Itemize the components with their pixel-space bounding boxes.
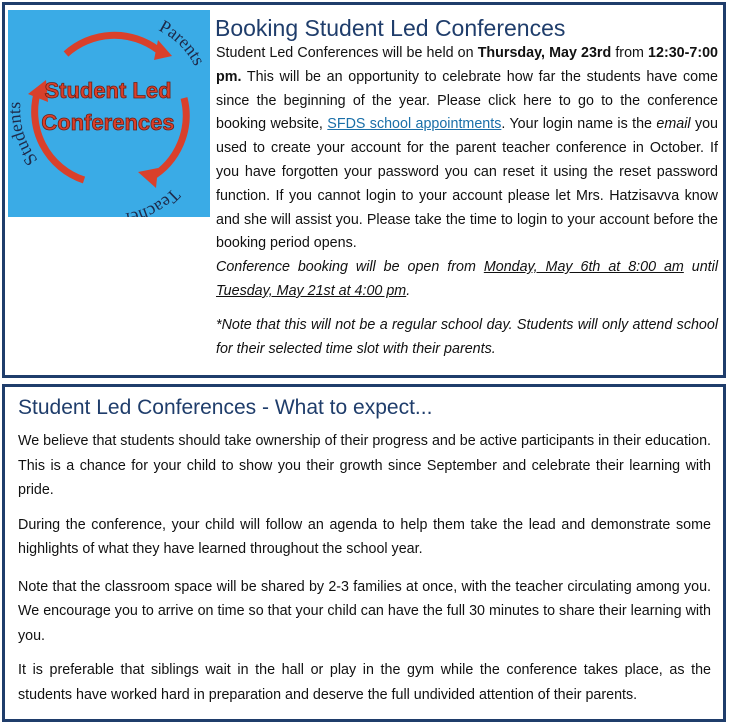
what-to-expect-panel [2,384,726,722]
text: you used to create your account for the parent teacher conference in October. If you have forgotten your password you can reset it using the reset password function. If you cannot login to your account please let Mrs. Hatzisavva know and she will assist you. Please take the time to login to your account before the booking period opens. [216,116,718,252]
expect-paragraph: During the conference, your child will follow an agenda to help them take the lead and demonstrate some highlights of what they have learned throughout the school year. [18,516,711,557]
text: Student Led Conferences will be held on [216,45,478,61]
sfds-appointments-link[interactable]: SFDS school appointments [327,116,502,133]
text: Conference booking will be open from [216,259,484,276]
text: from [611,45,649,61]
booking-title: Booking Student Led Conferences [215,15,566,41]
date-bold: Thursday, May 23rd [477,45,612,61]
logo-label-students: Stud [8,129,42,170]
note [216,314,718,362]
booking-body [216,42,718,361]
text: This will be an opportunity to celebrate how far the students have come since the beginning of the year. Please click here to go to the conference booking website, [216,68,718,133]
text: . Your login name is the [501,116,657,133]
open-date: Monday, May 6th at 8:00 am [483,259,684,276]
email-emphasis: email [656,116,691,133]
text: . [406,282,411,299]
logo-text-line2: Conferences [41,110,175,135]
expect-paragraph: We believe that students should take ownership of their progress and be active participants in their education. This is a chance for your child to show you their growth since September and celebrate their learning with pride. [18,433,711,498]
logo-text-line1: Student Led [44,78,172,103]
expect-paragraph: Note that the classroom space will be shared by 2-3 families at once, with the teacher circulating among you. We encourage you to arrive on time so that your child can have the full 30 minutes to share their learning with you. [18,578,711,644]
logo-label-teacher: Teach [136,185,185,217]
cycle-arrows-icon [8,10,210,217]
expect-body [18,429,711,717]
time-bold: 12:30-7:00 pm. [216,45,718,85]
note-text: *Note that this will not be a regular school day. Students will only attend school for their selected time slot with their parents. [216,316,718,357]
expect-title: Student Led Conferences - What to expect... [18,396,433,419]
text: until [683,259,719,276]
expect-paragraph: It is preferable that siblings wait in the hall or play in the gym while the conference takes place, as the students have worked hard in preparation and deserve the full undivided attention of their parents. [18,662,711,703]
booking-window [216,256,718,304]
student-led-conferences-logo [8,10,210,217]
booking-panel [2,2,726,378]
booking-paragraph [216,42,718,256]
close-date: Tuesday, May 21st at 4:00 pm [216,282,407,299]
logo-label-parents: Parents [156,15,210,69]
